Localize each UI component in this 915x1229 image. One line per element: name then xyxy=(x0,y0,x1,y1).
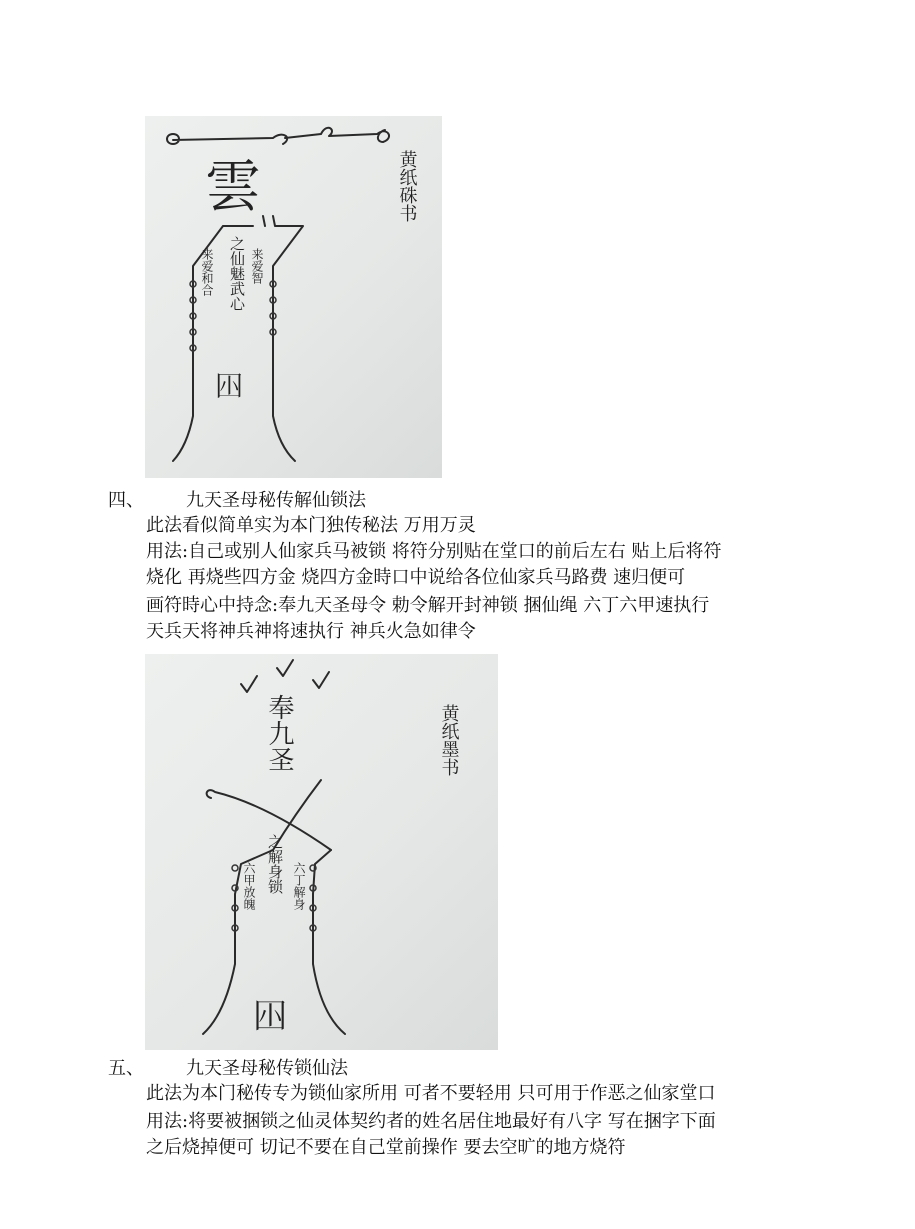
left-vertical-text: 六甲放魄 xyxy=(242,862,256,910)
center-vertical-text: 之仙魅武心 xyxy=(228,236,246,311)
paper-note: 黄纸墨书 xyxy=(438,704,460,776)
section4-line-5: 天兵天将神兵神将速执行 神兵火急如律令 xyxy=(146,621,476,642)
section4-line-4: 画符時心中持念:奉九天圣母令 勅令解开封神锁 捆仙绳 六丁六甲速执行 xyxy=(146,595,710,616)
section4-heading xyxy=(108,490,366,512)
section4-line-2: 用法:自己或别人仙家兵马被锁 将符分别贴在堂口的前后左右 贴上后将符 xyxy=(146,541,722,562)
section5-number: 五、 xyxy=(108,1058,144,1079)
section5-line-3: 之后烧掉便可 切记不要在自己堂前操作 要去空旷的地方烧符 xyxy=(146,1137,626,1158)
bottom-glyph: 𡆧 xyxy=(215,370,244,403)
talisman-drawing-1 xyxy=(145,116,442,478)
top-check-marks xyxy=(241,660,329,692)
top-scroll-stroke xyxy=(167,128,389,144)
section4-line-1: 此法看似简单实为本门独传秘法 万用万灵 xyxy=(146,515,476,536)
top-glyph: 雲 xyxy=(205,155,261,220)
section5-line-2: 用法:将要被捆锁之仙灵体契约者的姓名居住地最好有八字 写在捆字下面 xyxy=(146,1111,716,1132)
top-vertical-text: 奉九圣 xyxy=(264,694,294,772)
center-vertical-text: 之解身锁 xyxy=(266,834,284,894)
section5-title: 九天圣母秘传锁仙法 xyxy=(186,1058,348,1079)
right-vertical-text: 来爱智 xyxy=(250,248,264,284)
talisman-photo-2 xyxy=(145,654,498,1050)
section5-heading xyxy=(108,1058,348,1080)
section4-title: 九天圣母秘传解仙锁法 xyxy=(186,490,366,511)
section5-line-1: 此法为本门秘传专为锁仙家所用 可者不要轻用 只可用于作恶之仙家堂口 xyxy=(146,1083,716,1104)
paper-note: 黄纸硃书 xyxy=(396,150,418,222)
bottom-glyph: 𡆧 xyxy=(253,997,287,1037)
talisman-drawing-2 xyxy=(145,654,498,1050)
talisman-photo-1 xyxy=(145,116,442,478)
left-vertical-text: 来爱和合 xyxy=(200,248,214,296)
right-vertical-text: 六丁解身 xyxy=(292,862,306,910)
section4-line-3: 烧化 再烧些四方金 烧四方金時口中说给各位仙家兵马路费 速归便可 xyxy=(146,567,686,588)
section4-number: 四、 xyxy=(108,490,144,511)
